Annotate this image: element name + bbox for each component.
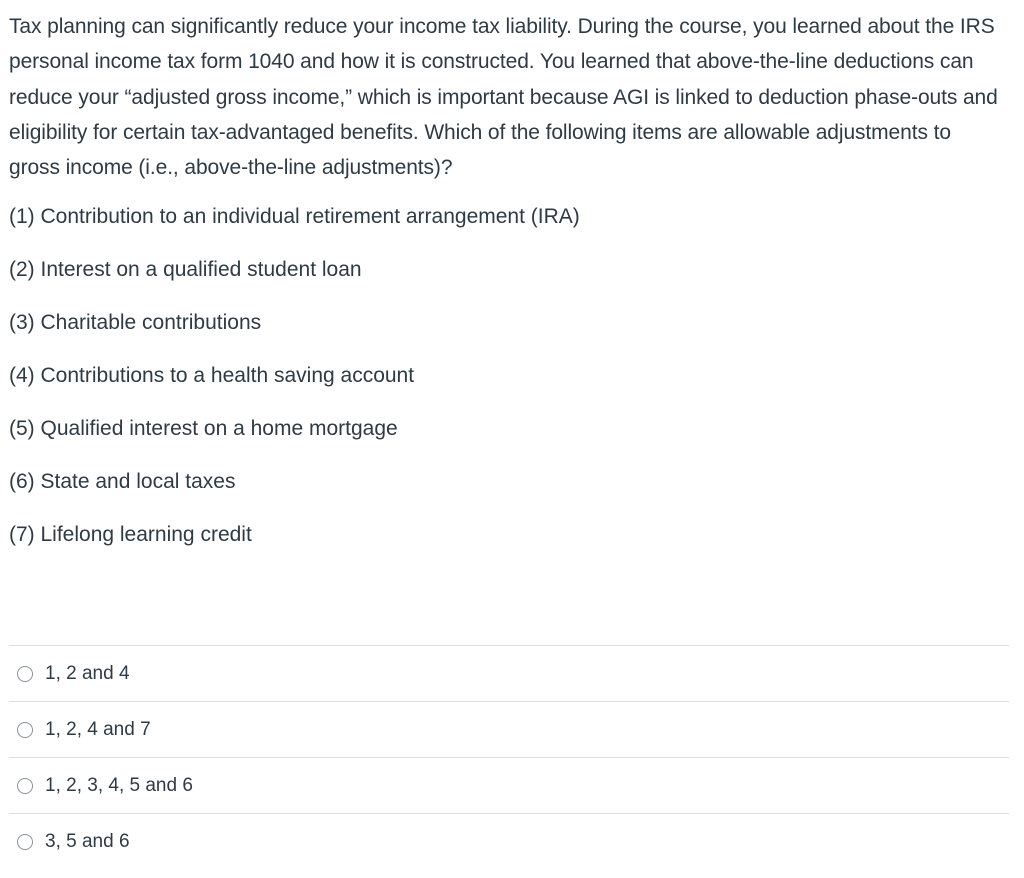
answer-label[interactable]: 1, 2 and 4 bbox=[45, 662, 130, 684]
answer-option[interactable] bbox=[9, 814, 1009, 869]
question-item: (6) State and local taxes bbox=[9, 470, 236, 494]
answer-option[interactable] bbox=[9, 758, 1009, 814]
answer-options bbox=[9, 645, 1009, 869]
question-item: (5) Qualified interest on a home mortgage bbox=[9, 417, 398, 441]
question-item: (7) Lifelong learning credit bbox=[9, 523, 252, 547]
answer-option[interactable] bbox=[9, 702, 1009, 758]
question-item: (2) Interest on a qualified student loan bbox=[9, 258, 362, 282]
radio-button[interactable] bbox=[17, 834, 33, 850]
radio-button[interactable] bbox=[17, 666, 33, 682]
radio-button[interactable] bbox=[17, 722, 33, 738]
question-item-list bbox=[9, 203, 1004, 549]
question-item: (4) Contributions to a health saving account bbox=[9, 364, 415, 388]
answer-label[interactable]: 3, 5 and 6 bbox=[45, 830, 130, 852]
question-stem: Tax planning can significantly reduce your income tax liability. During the course, you learned about the IRS personal income tax form 1040 and how it is constructed. You learned that above-the-line deductions can reduce your “adjusted gross income,” which is important because AGI is linked to deduction phase-outs and eligibility for certain tax-advantaged benefits. Which of the following items are allowable adjustments to gross income (i.e., above-the-line adjustments)? bbox=[9, 15, 998, 180]
radio-button[interactable] bbox=[17, 778, 33, 794]
question-item: (1) Contribution to an individual retirement arrangement (IRA) bbox=[9, 205, 580, 229]
question-item: (3) Charitable contributions bbox=[9, 311, 262, 335]
answer-label[interactable]: 1, 2, 3, 4, 5 and 6 bbox=[45, 774, 193, 796]
question-container bbox=[9, 9, 1004, 574]
answer-option[interactable] bbox=[9, 646, 1009, 702]
answer-label[interactable]: 1, 2, 4 and 7 bbox=[45, 718, 151, 740]
